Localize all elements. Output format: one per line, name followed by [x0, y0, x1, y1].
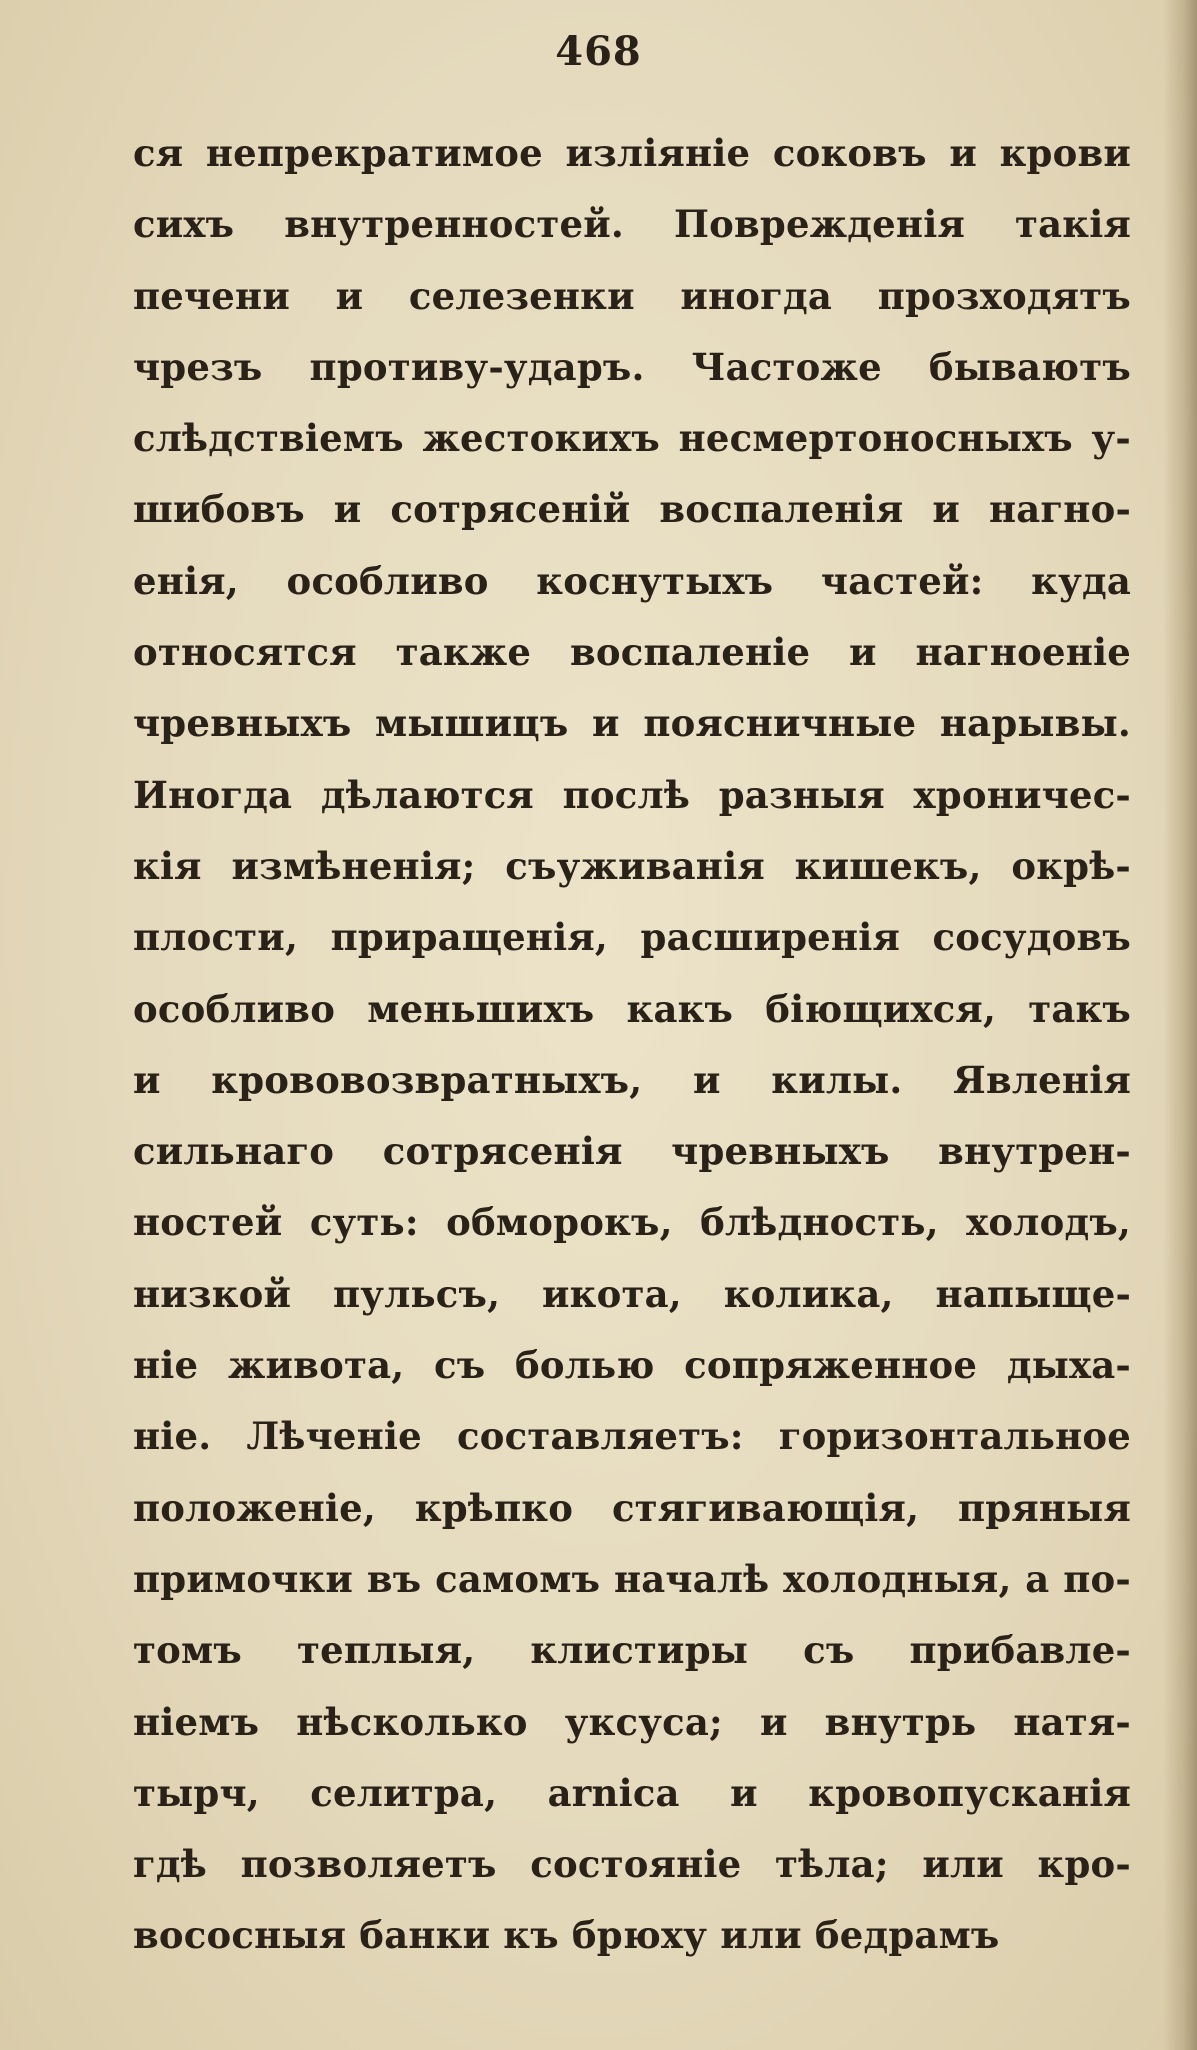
text-line: ностей суть: обморокъ, блѣдность, холодъ,: [133, 1200, 1131, 1245]
text-line: и крововозвратныхъ, и килы. Явленія: [133, 1057, 1131, 1102]
text-line: сихъ внутренностей. Поврежденія такія: [133, 202, 1131, 247]
text-line: томъ теплыя, клистиры съ прибавле-: [133, 1628, 1131, 1673]
text-line: кія измѣненія; съуживанія кишекъ, окрѣ-: [133, 843, 1131, 888]
page-number: 468: [555, 28, 642, 75]
text-line: ся непрекратимое изліяніе соковъ и крови: [133, 131, 1131, 175]
text-line: особливо меньшихъ какъ біющихся, такъ: [133, 986, 1131, 1031]
text-line: чрезъ противу-ударъ. Частоже бываютъ: [133, 344, 1131, 389]
page-edge-shadow: [1163, 0, 1197, 2050]
text-line: примочки въ самомъ началѣ холодныя, а по-: [133, 1556, 1131, 1601]
text-line: печени и селезенки иногда прозходятъ: [133, 273, 1131, 318]
body-text: [133, 118, 1131, 1972]
text-line: положеніе, крѣпко стягивающія, пряныя: [133, 1485, 1131, 1530]
text-line: енія, особливо коснутыхъ частей: куда: [133, 558, 1131, 603]
text-line: ніе живота, съ болью сопряженное дыха-: [133, 1343, 1131, 1388]
text-line: вососныя банки къ брюху или бедрамъ: [133, 1913, 1000, 1958]
text-line: шибовъ и сотрясеній воспаленія и нагно-: [133, 487, 1131, 532]
text-line: ніемъ нѣсколько уксуса; и внутрь натя-: [133, 1699, 1131, 1744]
text-line: ніе. Лѣченіе составляетъ: горизонтальное: [133, 1414, 1131, 1459]
text-line: тырч, селитра, arnica и кровопусканія: [133, 1770, 1131, 1815]
text-line: сильнаго сотрясенія чревныхъ внутрен-: [133, 1129, 1131, 1174]
text-line: плости, приращенія, расширенія сосудовъ: [133, 915, 1131, 960]
text-line: слѣдствіемъ жестокихъ несмертоносныхъ у-: [133, 416, 1131, 461]
text-line: относятся также воспаленіе и нагноеніе: [133, 630, 1131, 675]
text-line: гдѣ позволяетъ состояніе тѣла; или кро-: [133, 1842, 1131, 1887]
text-line: Иногда дѣлаются послѣ разныя хроничес-: [133, 772, 1131, 817]
text-line: чревныхъ мышицъ и поясничные нарывы.: [133, 701, 1131, 746]
text-line: низкой пульсъ, икота, колика, напыще-: [133, 1271, 1131, 1316]
